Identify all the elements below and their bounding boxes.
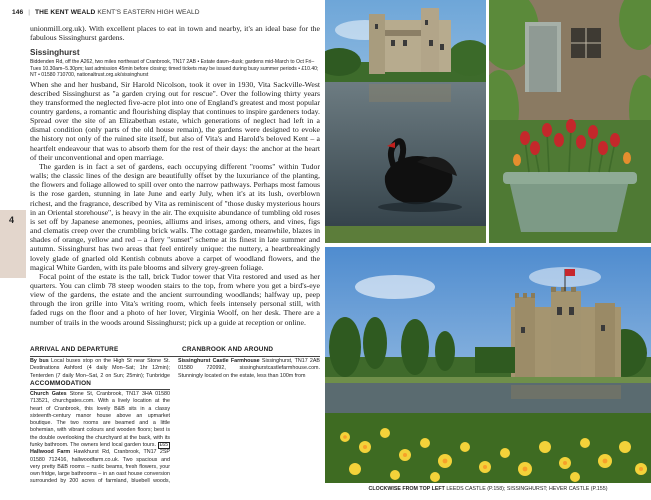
right-page: [325, 0, 651, 500]
sissinghurst-farmhouse-name: Sissinghurst Castle Farmhouse: [178, 358, 260, 364]
accommodation-heading: ACCOMMODATION: [30, 380, 92, 387]
main-text-column: [30, 24, 320, 327]
hallwood-farm-text: Hawkhurst Rd, Cranbrook, TN17 2SP 01580 712416, hallwoodfarm.co.uk. Two spacious and very pretty B&B rooms – rustic beams, fresh flowers, your own fridge, large bathrooms – in an oast house conversion surrounded by 200 acres of farmland, bluebell woods,: [30, 449, 170, 483]
church-gates-text: Stone St, Cranbrook, TN17 3HA 01580 713521, churchgates.com. With a lively location at the heart of Cranbrook, this lovely B&B sits in a classy sixteenth-century manor house above an upmarket boutique. The two rooms are beamed and a little bohemian, with vibrant colours and wooden floors; best is the double overlooking the churchyard at the back, with its funky bathroom. The owners lend local garden tours.: [30, 391, 170, 448]
cranbrook-heading: CRANBROOK AND AROUND: [182, 346, 274, 353]
bus-label: By bus: [30, 358, 49, 364]
sissinghurst-practical-info: Biddenden Rd, off the A262, two miles northeast of Cranbrook, TN17 2AB • Estate dawn–dusk; gardens mid-March to Oct Fri–Tues 10.30am–5.30pm; last admission 45min before closing; timed tickets may be issued during busy summer periods • £10.40; NT • 01580 710700, nationaltrust.org.uk/sissinghurst: [30, 59, 319, 79]
sissinghurst-tulips-image: [489, 0, 651, 243]
bus-text: Local buses stop on the High St near Stone St. Destinations Ashford (4 daily Mon–Sat; 1hr 12min); Tenterden (7 daily Mon–Sat, 2 on Sun; 25min); Tunbridge: [30, 358, 170, 378]
chapter-number: 4: [9, 215, 15, 225]
sissinghurst-paragraph-1: When she and her husband, Sir Harold Nicolson, took it over in 1930, Vita Sackville-West described Sissinghurst as "a garden crying out for rescue". Over the following thirty years they transformed the neglected five-acre plot into one of England's greatest and most popular country gardens, a romantic and flourishing display that continues to inspire gardeners today. Spread over the site of an Elizabethan estate, which generations of neglect had left in a dismal condition (only parts of the old house remain), the gardens were designed to evoke the history not only of the ruined site itself, but also of Vita's and Harold's beloved Kent – a heartfelt endeavour that was to absorb them for the rest of their days: the anchor at the heart of their unconventional and open marriage.: [30, 79, 320, 162]
accommodation-col-1: [30, 391, 170, 483]
sissinghurst-paragraph-3: Focal point of the estate is the tall, brick Tudor tower that Vita restored and used as her quarters. You can climb 78 steep wooden stairs to the top, from where you get a bird's-eye view of the gardens, the estate and the ancient surrounding woodlands; halfway up, peep through the iron grille into Vita's writing room, which feels intensely personal still, with faded rugs on the floor and a photo of her lover, Virginia Woolf, on her desk. There are a number of trails in the woods around Sissinghurst; pick up a guide at reception or online.: [30, 271, 320, 327]
caption-lead: CLOCKWISE FROM TOP LEFT: [368, 486, 445, 492]
running-head: [12, 9, 200, 16]
section-title: KENT'S EASTERN HIGH WEALD: [97, 9, 200, 16]
sissinghurst-tulips-photo: [489, 0, 651, 243]
listing-headers: [30, 346, 320, 356]
left-page: [0, 0, 325, 500]
running-head-separator: |: [28, 9, 31, 16]
intro-paragraph: unionmill.org.uk). With excellent places to eat in town and nearby, it's an ideal base for the fabulous Sissinghurst gardens.: [30, 24, 320, 43]
hever-castle-photo: [325, 247, 651, 483]
chapter-title: THE KENT WEALD: [35, 9, 96, 16]
sissinghurst-paragraph-2: The garden is in fact a set of gardens, each occupying different "rooms" within Tudor walls; the classic lines of the design are beautifully offset by the luxuriance of the planting, the flowers and foliage allowed to spill over onto the narrow pathways. Perhaps most famous is the rose garden, stunning in late June and early July, when it's at its lush, overblown richest, and the fragrance, described by Vita as reminiscent of "those dusky mysterious hours in an Oriental storehouse", is heavy in the air. The exquisite abundance of tumbling old roses is set off by Japanese anemones, peonies, alliums and irises, among others, and vines, figs and clematis creep over the crumbling brick walls. The cottage garden, meanwhile, blazes in shades of orange, yellow and red – a fiery "sunset" scheme at its finest in late summer and autumn. Sissinghurst has two areas that feel entirely unique: the nuttery, a heartbreakingly lovely glade of gnarled old Kentish cobnuts above a carpet of woodland flowers, and the magical White Garden, with its pale blooms and silvery grey-green foliage.: [30, 161, 320, 272]
hallwood-farm-name: Hallwood Farm: [30, 449, 71, 456]
leeds-castle-image: [325, 0, 486, 243]
arrival-departure-heading: ARRIVAL AND DEPARTURE: [30, 346, 119, 353]
photo-caption: [325, 486, 651, 492]
accommodation-rule: [30, 389, 170, 390]
hever-castle-image: [325, 247, 651, 483]
arrival-bus-col-1: [30, 358, 170, 378]
leeds-castle-photo: [325, 0, 486, 243]
sissinghurst-heading: Sissinghurst: [30, 48, 80, 58]
listing-rule: [30, 356, 320, 357]
caption-text: LEEDS CASTLE (P.158); SISSINGHURST; HEVER CASTLE (P.155): [446, 486, 608, 492]
accommodation-col-2: [178, 358, 320, 484]
church-gates-price: £65: [159, 441, 168, 448]
chapter-thumb-tab: [0, 210, 26, 278]
church-gates-name: Church Gates: [30, 391, 67, 397]
sissinghurst-farmhouse-text: Sissinghurst, TN17 2AB 01580 720992, sissinghurstcastlefarmhouse.com. Stunningly located on the estate, less than 100m from: [178, 358, 320, 379]
page-number: 146: [12, 9, 24, 16]
